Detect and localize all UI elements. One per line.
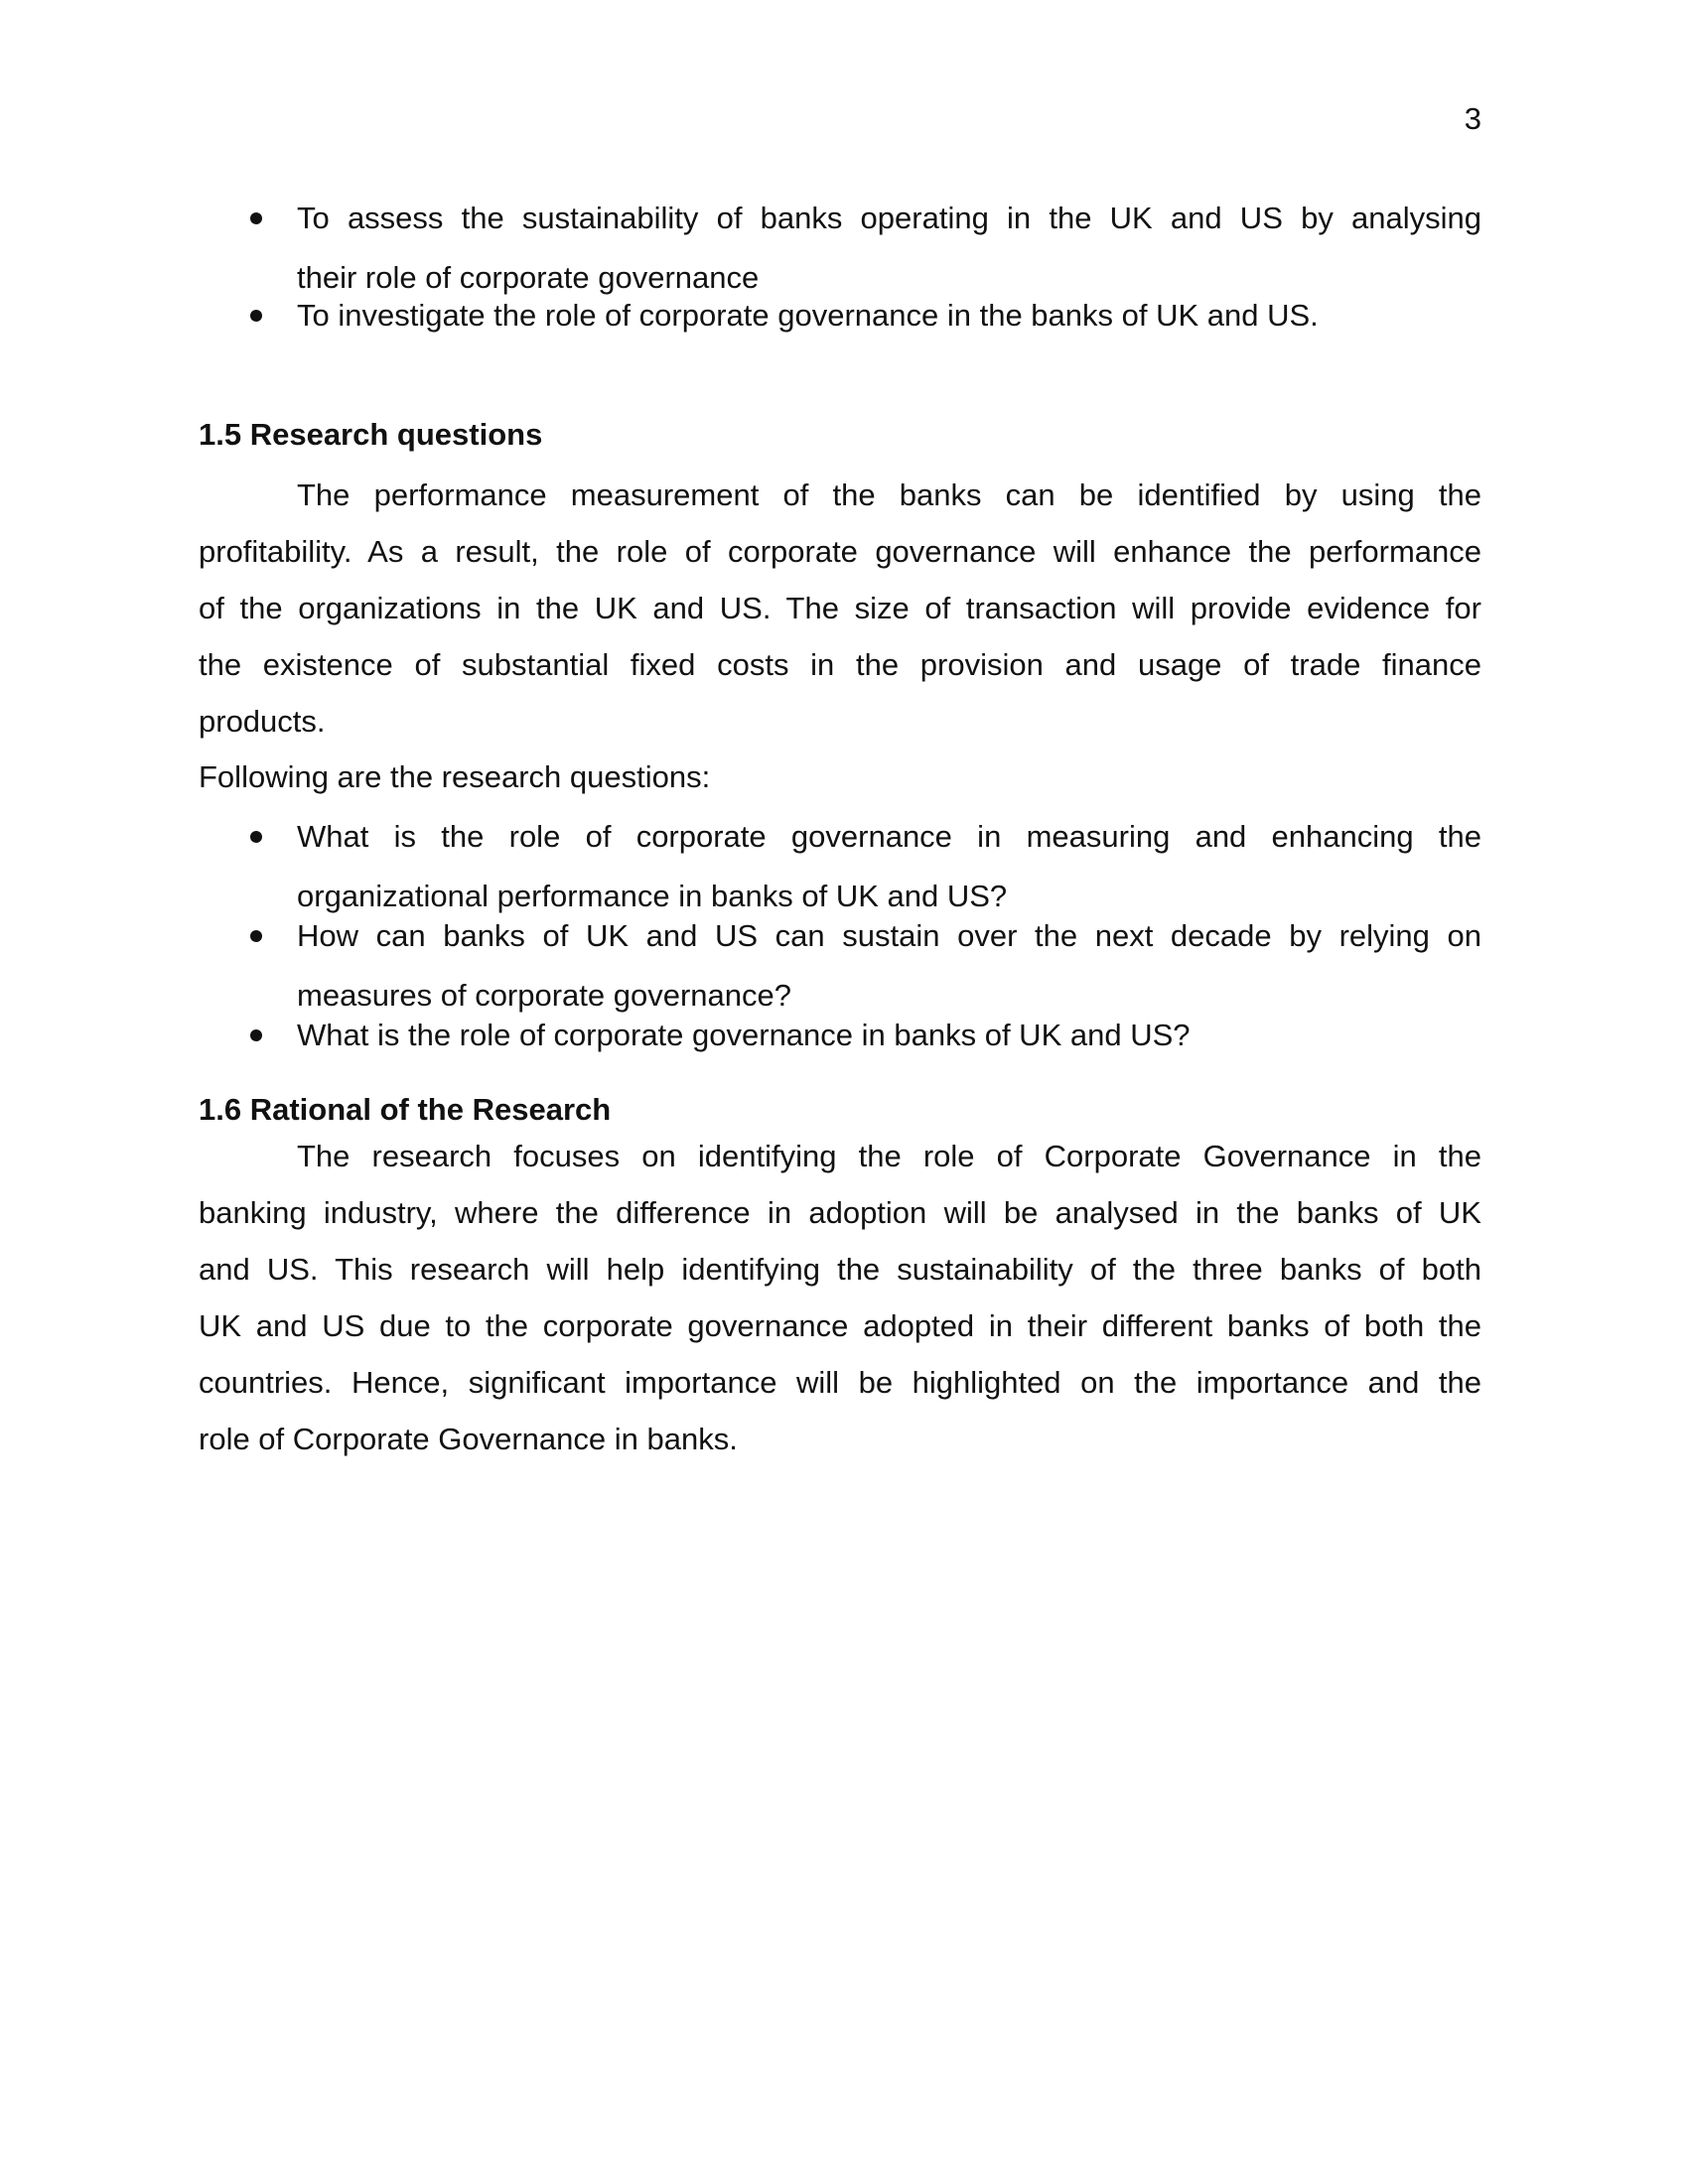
paragraph-line: UK and US due to the corporate governance adopted in their different banks of both the (199, 1308, 1481, 1343)
paragraph-line: The performance measurement of the banks can be identified by using the (297, 478, 1481, 512)
section-paragraph (199, 467, 1481, 750)
section-paragraph (199, 1128, 1481, 1467)
research-questions-list (199, 817, 1481, 1055)
questions-intro: Following are the research questions: (199, 759, 711, 794)
paragraph-line: profitability. As a result, the role of corporate governance will enhance the performance (199, 534, 1481, 569)
bullet-icon (250, 1029, 262, 1041)
paragraph-line: products. (199, 704, 326, 739)
list-item-line: To assess the sustainability of banks operating in the UK and US by analysing (297, 201, 1481, 235)
list-item-line: What is the role of corporate governance in measuring and enhancing the (297, 819, 1481, 854)
paragraph-line: the existence of substantial fixed costs in the provision and usage of trade finance (199, 647, 1481, 682)
objectives-list (199, 199, 1481, 336)
paragraph-line: role of Corporate Governance in banks. (199, 1422, 738, 1456)
bullet-icon (250, 930, 262, 942)
bullet-icon (250, 212, 262, 224)
list-item (199, 817, 1481, 916)
paragraph-line: The research focuses on identifying the role of Corporate Governance in the (297, 1139, 1481, 1173)
list-item (199, 296, 1481, 336)
bullet-icon (250, 310, 262, 322)
page-number: 3 (1464, 101, 1481, 136)
paragraph-line: banking industry, where the difference in adoption will be analysed in the banks of UK (199, 1195, 1481, 1230)
list-item-line: organizational performance in banks of UK and US? (297, 879, 1008, 913)
section-heading: 1.6 Rational of the Research (199, 1092, 612, 1127)
list-item-line: How can banks of UK and US can sustain over the next decade by relying on (297, 918, 1481, 953)
section-heading: 1.5 Research questions (199, 417, 543, 452)
list-item (199, 1016, 1481, 1055)
list-item-line: measures of corporate governance? (297, 978, 792, 1013)
list-item-line: their role of corporate governance (297, 260, 760, 295)
bullet-icon (250, 831, 262, 843)
paragraph-line: of the organizations in the UK and US. The size of transaction will provide evidence for (199, 591, 1481, 625)
list-item (199, 916, 1481, 1016)
list-item-line: To investigate the role of corporate governance in the banks of UK and US. (297, 298, 1319, 333)
list-item (199, 199, 1481, 296)
paragraph-line: and US. This research will help identifying the sustainability of the three banks of both (199, 1252, 1481, 1287)
list-item-line: What is the role of corporate governance in banks of UK and US? (297, 1018, 1191, 1052)
paragraph-line: countries. Hence, significant importance will be highlighted on the importance and the (199, 1365, 1481, 1400)
